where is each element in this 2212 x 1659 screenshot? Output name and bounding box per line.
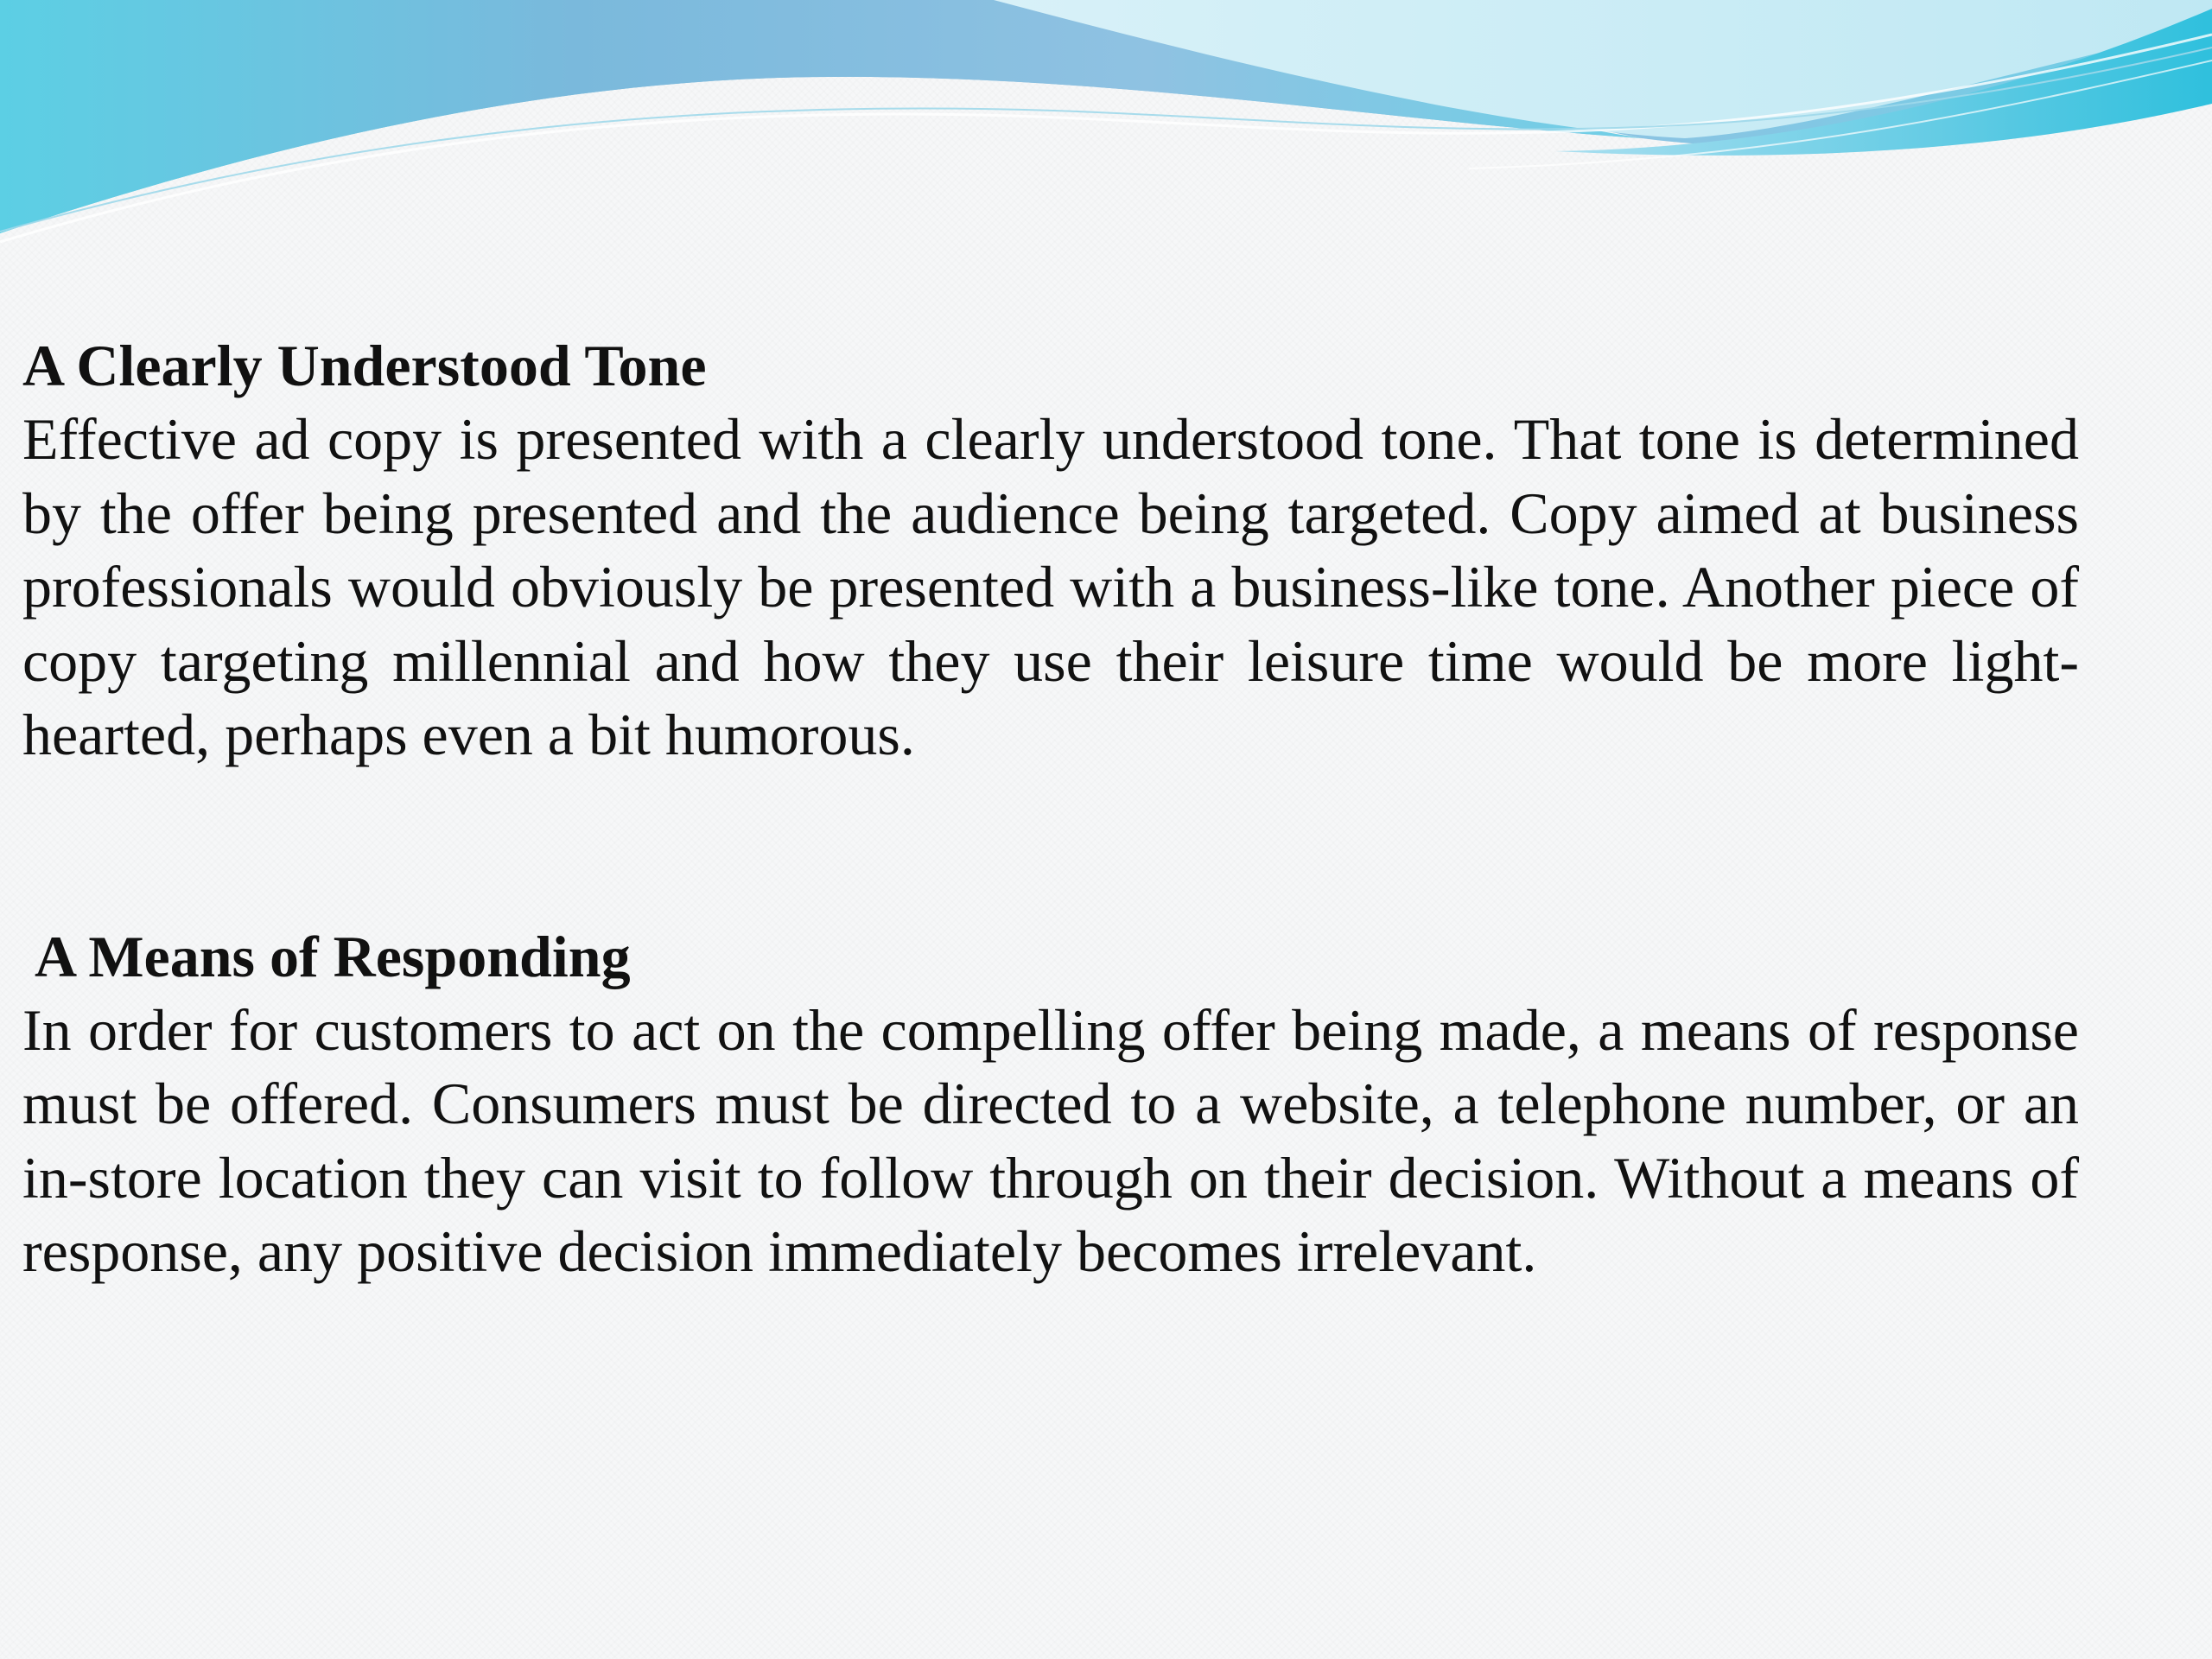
section-spacer bbox=[22, 772, 2079, 919]
section-body-tone: Effective ad copy is presented with a clearly understood tone. That tone is determined by the offer being presented and the audience being targeted. Copy aimed at business professionals would obviously be presented with a business-like tone. Another piece of copy targeting millennial and how they use their leisure time would be more light-hearted, perhaps even a bit humorous. bbox=[22, 406, 2079, 767]
section-heading-responding: A Means of Responding bbox=[35, 923, 631, 989]
wave-header-decoration bbox=[0, 0, 2212, 259]
section-body-responding: In order for customers to act on the compelling offer being made, a means of response must be offered. Consumers must be directed to a website, a telephone number, or an in-store location they can visit to follow through on their decision. Without a means of response, any positive decision immediately becomes irrelevant. bbox=[22, 996, 2079, 1284]
slide-content bbox=[22, 328, 2079, 1289]
section-heading-tone: A Clearly Understood Tone bbox=[22, 333, 707, 398]
